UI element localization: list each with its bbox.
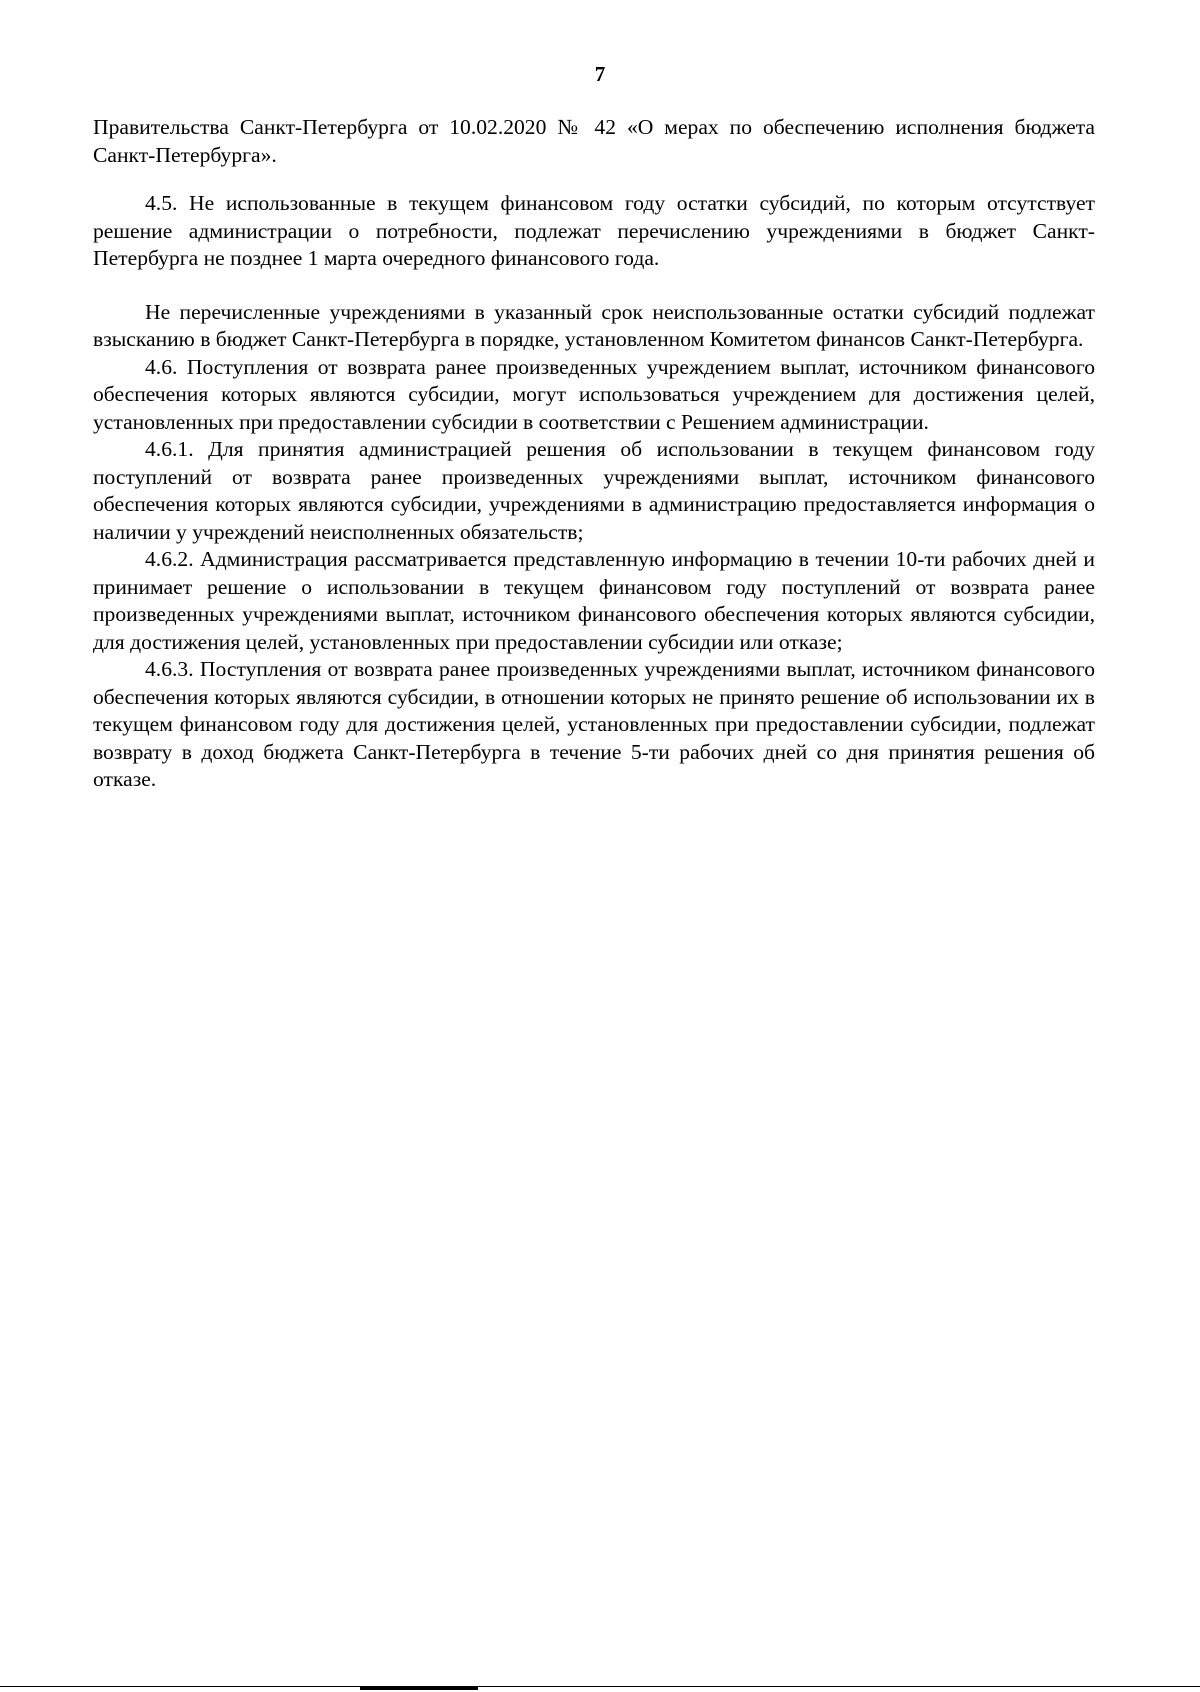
scan-bottom-edge [0,1686,1200,1687]
paragraph-4-6-2: 4.6.2. Администрация рассматривается представленную информацию в течении 10-ти рабочих дней и принимает решение о использовании в текущем финансовом году поступлений от возврата ранее произведенных учреждениями выплат, источником финансового обеспечения которых являются субсидии, для достижения целей, установленных при предоставлении субсидии или отказе; [93,547,1095,654]
scan-bottom-mark [360,1687,478,1690]
paragraph-4-6-1: 4.6.1. Для принятия администрацией решения об использовании в текущем финансовом году поступлений от возврата ранее произведенных учреждениями выплат, источником финансового обеспечения которых являются субсидии, учреждениями в администрацию предоставляется информация о наличии у учреждений неисполненных обязательств; [93,437,1095,544]
document-body [93,114,1095,794]
paragraph-continuation: Правительства Санкт-Петербурга от 10.02.2020 № 42 «О мерах по обеспечению исполнения бюджета Санкт-Петербурга». [93,115,1095,167]
paragraph-4-6: 4.6. Поступления от возврата ранее произведенных учреждением выплат, источником финансового обеспечения которых являются субсидии, могут использоваться учреждением для достижения целей, установленных при предоставлении субсидии в соответствии с Решением администрации. [93,354,1095,434]
paragraph-4-6-3: 4.6.3. Поступления от возврата ранее произведенных учреждениями выплат, источником финансового обеспечения которых являются субсидии, в отношении которых не принято решение об использовании их в текущем финансовом году для достижения целей, установленных при предоставлении субсидии, подлежат возврату в доход бюджета Санкт-Петербурга в течение 5-ти рабочих дней со дня принятия решения об отказе. [93,657,1095,791]
paragraph-unspent-remainders: Не перечисленные учреждениями в указанный срок неиспользованные остатки субсидий подлежат взысканию в бюджет Санкт-Петербурга в порядке, установленном Комитетом финансов Санкт-Петербурга. [93,299,1095,351]
paragraph-4-5: 4.5. Не использованные в текущем финансовом году остатки субсидий, по которым отсутствует решение администрации о потребности, подлежат перечислению учреждениями в бюджет Санкт-Петербурга не позднее 1 марта очередного финансового года. [93,191,1095,270]
page-number: 7 [594,62,606,86]
